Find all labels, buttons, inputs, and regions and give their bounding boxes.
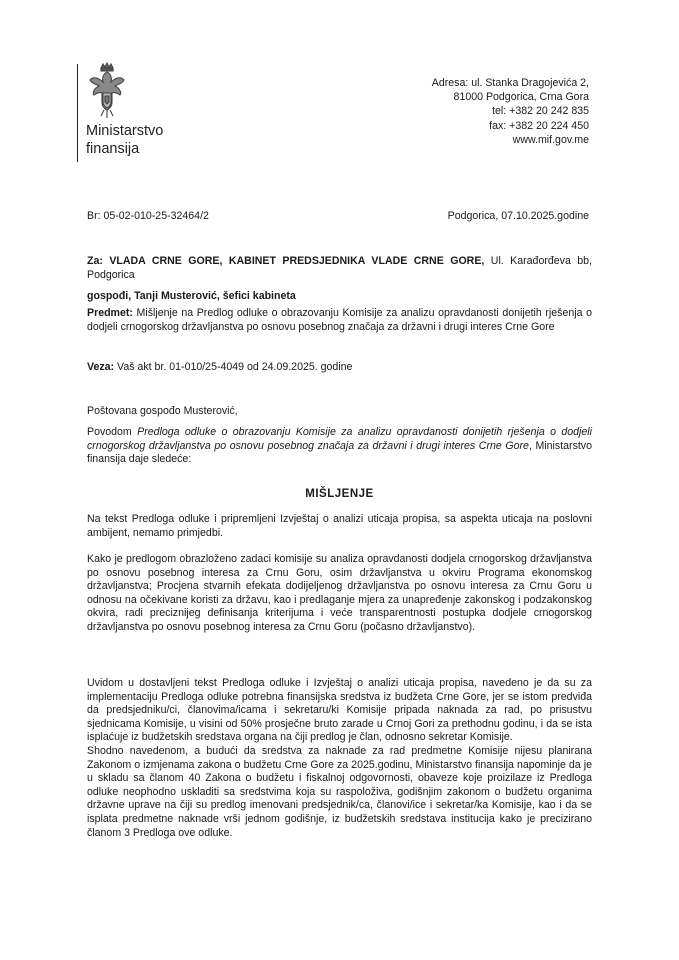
- address-line: 81000 Podgorica, Crna Gora: [453, 91, 589, 104]
- predmet-text: Mišljenje na Predlog odluke o obrazovanju Komisije za analizu opravdanosti donijetih rješenja o dodjeli crnogorskog državljanstva po osnovu posebnog značaja za državni i drugi interes Crne Gore: [87, 307, 592, 333]
- ministry-name-line1: Ministarstvo: [86, 123, 164, 139]
- subject-line: [87, 307, 592, 334]
- predmet-label: Predmet:: [87, 307, 133, 319]
- intro-document-title: Predloga odluke o obrazovanju Komisije za analizu opravdanosti donijetih rješenja o dodjeli crnogorskog državljanstva po osnovu posebnog značaja za državni i drugi interes Crne Gore: [87, 426, 592, 452]
- contact-address-block: [432, 76, 589, 147]
- za-organisation: VLADA CRNE GORE, KABINET PREDSJEDNIKA VLADE CRNE GORE,: [109, 255, 485, 267]
- intro-paragraph: [87, 426, 592, 467]
- body-paragraph: Shodno navedenom, a budući da sredstva za naknade za rad predmetne Komisije nijesu planirana Zakonom o izmjenama zakona o budžetu Crne Gore za 2025.godinu, Ministarstvo finansija napominje da je u skladu sa članom 40 Zakona o budžetu i fiskalnoj odgovornosti, obaveze koje proizilaze iz Predloga odluke neophodno uskladiti sa sredstvima koja su raspoloživa, godišnjim zakonom o budžetu organima državne uprave na čiji su predlog imenovani predsjednik/ca, članovi/ice i sekretar/ka Komisije, kao i da se isplata predmetne naknade vrši jednom godišnje, iz budžetskih sredstava institucija kako je precizirano članom 3 Predloga ove odluke.: [87, 745, 592, 839]
- addressee-line: [87, 255, 592, 282]
- fax-line: fax: +382 20 224 450: [489, 119, 589, 132]
- recipient-name: gospođi, Tanji Musterović, šefici kabineta: [87, 290, 296, 302]
- phone-line: tel: +382 20 242 835: [492, 105, 589, 118]
- veza-label: Veza:: [87, 361, 115, 373]
- reference-number: Br: 05-02-010-25-32464/2: [87, 210, 209, 222]
- salutation: Poštovana gospođo Musterović,: [87, 405, 238, 417]
- za-label: Za:: [87, 255, 103, 267]
- veza-text: Vaš akt br. 01-010/25-4049 od 24.09.2025. godine: [117, 361, 353, 373]
- website-line[interactable]: www.mif.gov.me: [512, 133, 589, 146]
- coat-of-arms-logo: [87, 62, 127, 120]
- reference-link-line: [87, 361, 592, 375]
- ministry-name: [86, 122, 163, 158]
- body-paragraph: Kako je predlogom obrazloženo zadaci komisije su analiza opravdanosti dodjela crnogorskog državljanstva po osnovu posebnog interesa za Crnu Goru, osim državljanstva u okviru Programa ekonomskog državljanstva; Procjena stvarnih efekata dodijeljenog državljanstva po osnovu interesa za Crnu Goru u odnosu na očekivane koristi za državu, kao i predlaganje mjera za unapređenje zakonskog i podzakonskog okvira, radi preciznijeg definisanja kriterijuma i veće transparentnosti postupka dodjele crnogorskog državljanstva po osnovu posebnog interesa za Crnu Goru (počasno državljanstvo).: [87, 553, 592, 633]
- za-address: Ul. Karađorđeva bb, Podgorica: [87, 255, 592, 281]
- intro-start: Povodom: [87, 426, 132, 438]
- address-line: Adresa: ul. Stanka Dragojevića 2,: [431, 77, 589, 89]
- opinion-heading: MIŠLJENJE: [305, 488, 374, 500]
- header-divider: [77, 64, 78, 162]
- ministry-name-line2: finansija: [86, 141, 140, 157]
- body-paragraph: Uvidom u dostavljeni tekst Predloga odluke i Izvještaj o analizi uticaja propisa, navedeno je da su za implementaciju Predloga odluke potrebna finansijska sredstva iz budžeta Crne Gore, jer se istom predviđa da predsjedniku/ci, članovima/icama i sekretaru/ki Komisije pripada naknada za rad, po prisustvu sjednicama Komisije, u visini od 50% prosječne bruto zarade u Crnoj Gori za prethodnu godinu, i da se ista isplaćuje iz budžetskih sredstava organa na čiji predlog je član, odnosno sekretar Komisije.: [87, 677, 592, 744]
- intro-end: , Ministarstvo finansija daje sledeće:: [87, 439, 592, 466]
- body-paragraph: Na tekst Predloga odluke i pripremljeni Izvještaj o analizi uticaja propisa, sa aspekta uticaja na poslovni ambijent, nemamo primjedbi.: [87, 513, 592, 539]
- place-date: Podgorica, 07.10.2025.godine: [447, 210, 589, 222]
